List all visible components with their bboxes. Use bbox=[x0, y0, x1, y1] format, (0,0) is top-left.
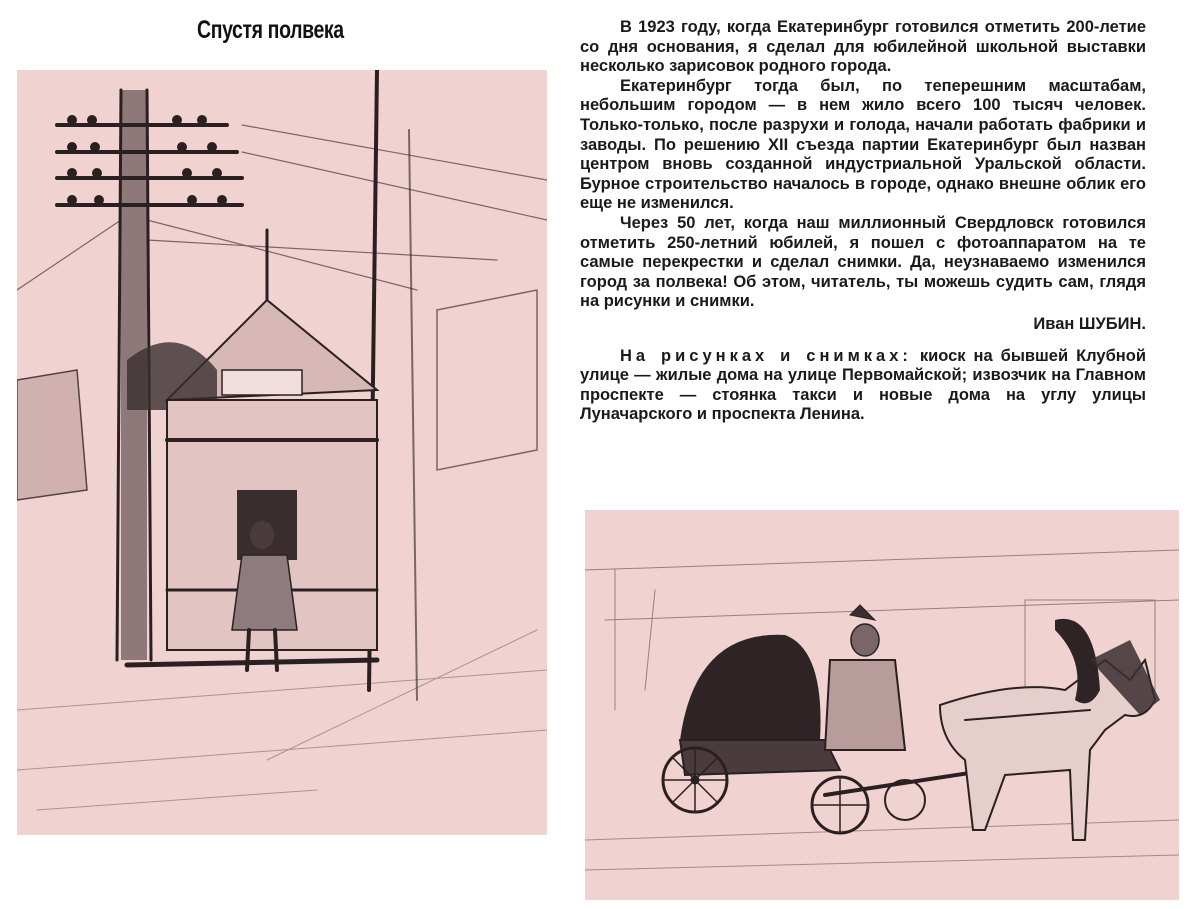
caption-lead: На рисунках и снимках: bbox=[620, 346, 912, 365]
cab-sketch-illustration bbox=[585, 510, 1179, 900]
caption-text: киоск на бывшей Клубной улице — жилые дома на улице Первомайской; извозчик на Главном проспекте — стоянка такси и новые дома на углу улицы Луначарского и проспекта Ленина. bbox=[580, 346, 1146, 424]
kiosk-sketch-illustration bbox=[17, 70, 547, 835]
article-paragraph-1: В 1923 году, когда Екатеринбург готовился отметить 200-летие со дня основания, я сделал для юбилейной школьной выставки несколько зарисовок родного города. bbox=[580, 18, 1146, 76]
page-title: Спустя полвека bbox=[197, 16, 344, 44]
author-signature: Иван ШУБИН. bbox=[1033, 314, 1146, 333]
article-paragraph-3: Через 50 лет, когда наш миллионный Свердловск готовился отметить 250-летний юбилей, я пошел с фотоаппаратом на те самые перекрестки и сделал снимки. Да, неузнаваемо изменился город за полвека! Об этом, читатель, ты можешь судить сам, глядя на рисунки и снимки. bbox=[580, 213, 1146, 311]
illustration-caption bbox=[580, 347, 1146, 425]
article-paragraph-2: Екатеринбург тогда был, по теперешним масштабам, небольшим городом — в нем жило всего 100 тысяч человек. Только-только, после разрухи и голода, начали работать фабрики и заводы. По решению XII съезда партии Екатеринбург был назван центром вновь созданной индустриальной Уральской области. Бурное строительство началось в городе, однако внешне облик его еще не изменился. bbox=[580, 76, 1146, 213]
article bbox=[580, 18, 1146, 425]
